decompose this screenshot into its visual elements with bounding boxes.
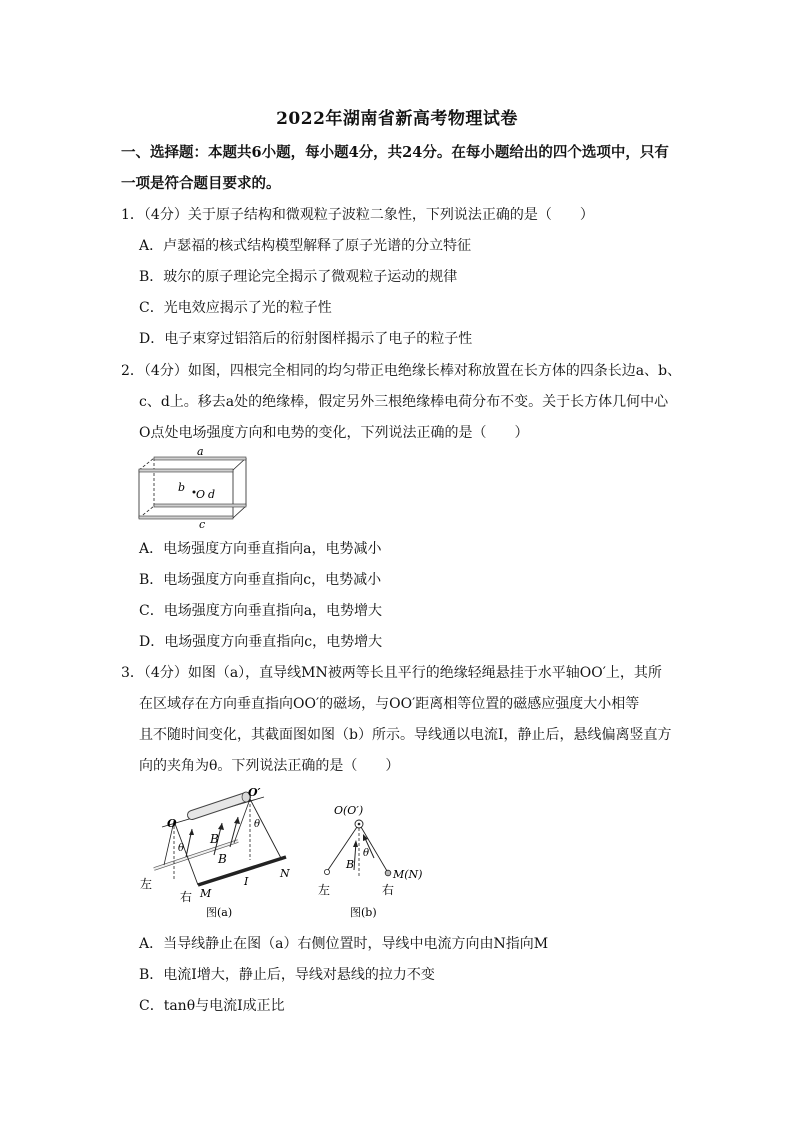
q1-stem: 1．（4分）关于原子结构和微观粒子波粒二象性，下列说法正确的是（ ）: [121, 207, 594, 223]
q3-option-b: B．电流I增大，静止后，导线对悬线的拉力不变: [139, 967, 435, 983]
label-m: M: [200, 887, 212, 900]
rod-c: [139, 516, 233, 519]
label-right: 右: [180, 890, 193, 904]
label-b-1: B: [210, 832, 219, 846]
q2-stem-line-2: c、d上。移去a处的绝缘棒，假定另外三根绝缘棒电荷分布不变。关于长方体几何中心: [139, 394, 669, 410]
wire-right-position: [385, 870, 391, 876]
q3-stem-line-3: 且不随时间变化，其截面图如图（b）所示。导线通以电流I，静止后，悬线偏离竖直方: [139, 727, 672, 743]
q2-option-c: C．电场强度方向垂直指向a，电势增大: [139, 603, 383, 619]
label-axis-o-o-prime: O(O′): [334, 804, 364, 817]
label-c: c: [199, 518, 206, 531]
q3-stem-line-4: 向的夹角为θ。下列说法正确的是（ ）: [139, 758, 400, 774]
q3-stem-line-2: 在区域存在方向垂直指向OO′的磁场，与OO′距离相等位置的磁感应强度大小相等: [139, 696, 640, 712]
q3-option-c: C．tanθ与电流I成正比: [139, 998, 285, 1014]
rod-b: [139, 469, 233, 472]
label-b: B: [346, 858, 355, 871]
label-b: b: [178, 481, 186, 494]
label-left: 左: [140, 877, 153, 891]
label-b-2: B: [218, 852, 227, 866]
q1-option-d: D．电子束穿过铝箔后的衍射图样揭示了电子的粒子性: [139, 331, 473, 347]
q1-option-a: A．卢瑟福的核式结构模型解释了原子光谱的分立特征: [139, 238, 472, 254]
label-i: I: [244, 875, 249, 888]
q3-figure-a: [134, 785, 294, 920]
label-left: 左: [318, 883, 331, 897]
label-n: N: [280, 867, 290, 880]
figure-b-caption: 图(b): [350, 906, 377, 919]
rod-d: [154, 504, 246, 507]
q2-stem-line-3: O点处电场强度方向和电势的变化，下列说法正确的是（ ）: [139, 425, 529, 441]
label-m-n: M(N): [393, 868, 423, 881]
q3-option-a: A．当导线静止在图（a）右侧位置时，导线中电流方向由N指向M: [139, 936, 549, 952]
label-o: O: [196, 488, 206, 501]
cuboid-front-face: [139, 470, 233, 518]
q2-stem-line-1: 2．（4分）如图，四根完全相同的均匀带正电绝缘长棒对称放置在长方体的四条长边a、b、: [121, 363, 682, 379]
label-theta-left: θ: [178, 843, 185, 854]
cylinder-body: [192, 797, 246, 815]
label-a: a: [197, 445, 204, 458]
q2-option-a: A．电场强度方向垂直指向a，电势减小: [139, 541, 382, 557]
q1-option-c: C．光电效应揭示了光的粒子性: [139, 300, 332, 316]
q1-option-b: B．玻尔的原子理论完全揭示了微观粒子运动的规律: [139, 269, 458, 285]
wire-mn: [198, 857, 286, 885]
q2-option-b: B．电场强度方向垂直指向c，电势减小: [139, 572, 382, 588]
section-heading-line-2: 一项是符合题目要求的。: [121, 175, 281, 192]
wire-left-position: [324, 869, 329, 874]
figure-a-caption: 图(a): [206, 906, 233, 919]
label-o-prime: O′: [248, 786, 261, 799]
section-heading-line-1: 一、选择题：本题共6小题，每小题4分，共24分。在每小题给出的四个选项中，只有: [121, 144, 669, 161]
label-theta-right: θ: [254, 819, 261, 830]
q3-figure-b: [312, 798, 423, 922]
q2-option-d: D．电场强度方向垂直指向c，电势增大: [139, 634, 383, 650]
label-right: 右: [382, 883, 395, 897]
page-title: 2022年湖南省新高考物理试卷: [276, 109, 518, 129]
label-o: O: [167, 817, 177, 830]
label-theta: θ: [363, 848, 370, 859]
q3-stem-line-1: 3．（4分）如图（a），直导线MN被两等长且平行的绝缘轻绳悬挂于水平轴OO′上，其所: [121, 665, 662, 681]
q2-cuboid-figure: [134, 445, 254, 531]
label-d: d: [208, 488, 216, 501]
